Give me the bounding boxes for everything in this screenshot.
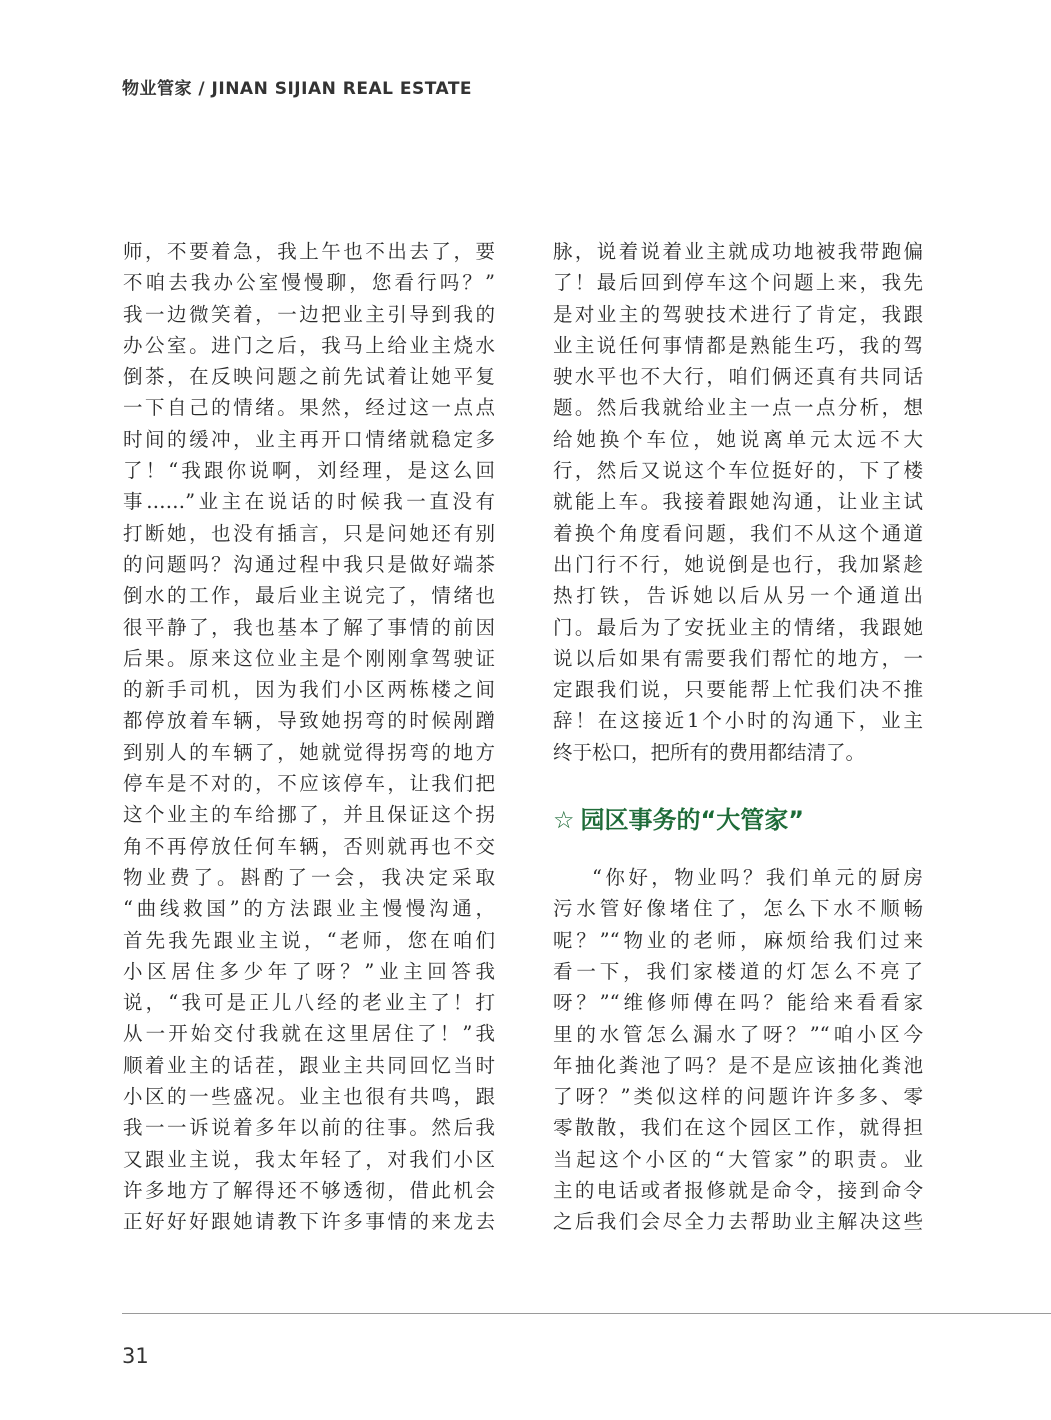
text-line: 主的电话或者报修就是命令，接到命令 — [553, 1179, 923, 1203]
text-line: 小区的一些盛况。业主也很有共鸣，跟 — [123, 1085, 495, 1109]
text-line: 业主说任何事情都是熟能生巧，我的驾 — [553, 333, 923, 357]
text-line: 我一边微笑着，一边把业主引导到我的 — [123, 302, 495, 326]
text-line: 当起这个小区的“大管家”的职责。业 — [553, 1147, 923, 1171]
left-text-column — [123, 236, 495, 1238]
text-line: 倒水的工作，最后业主说完了，情绪也 — [123, 584, 495, 608]
text-line: 定跟我们说，只要能帮上忙我们决不推 — [553, 678, 923, 702]
text-line: 辞！在这接近1个小时的沟通下，业主 — [553, 709, 923, 733]
text-line: 到别人的车辆了，她就觉得拐弯的地方 — [123, 740, 495, 764]
text-line: 呀？”“维修师傅在吗？能给来看看家 — [553, 991, 923, 1015]
section-title-text: 园区事务的“大管家” — [580, 806, 805, 835]
text-line: 小区居住多少年了呀？”业主回答我 — [123, 959, 495, 983]
text-line: 终于松口，把所有的费用都结清了。 — [553, 740, 866, 764]
text-line: 角不再停放任何车辆，否则就再也不交 — [123, 834, 495, 858]
text-line: 题。然后我就给业主一点一点分析，想 — [553, 396, 923, 420]
text-line: 了！最后回到停车这个问题上来，我先 — [553, 271, 923, 295]
text-line: 又跟业主说，我太年轻了，对我们小区 — [123, 1147, 495, 1171]
text-line: 行，然后又说这个车位挺好的，下了楼 — [553, 459, 923, 483]
text-line: 着换个角度看问题，我们不从这个通道 — [553, 521, 923, 545]
text-line: “你好，物业吗？我们单元的厨房 — [592, 866, 923, 890]
text-line: 零散散，我们在这个园区工作，就得担 — [553, 1116, 923, 1140]
running-header: 物业管家 / JINAN SIJIAN REAL ESTATE — [122, 79, 473, 99]
text-line: 首先我先跟业主说，“老师，您在咱们 — [123, 928, 495, 952]
text-line: 就能上车。我接着跟她沟通，让业主试 — [553, 490, 923, 514]
footer-rule — [122, 1313, 1051, 1314]
text-line: 的新手司机，因为我们小区两栋楼之间 — [123, 678, 495, 702]
text-line: 不咱去我办公室慢慢聊，您看行吗？” — [123, 271, 495, 295]
text-line: “曲线救国”的方法跟业主慢慢沟通， — [123, 897, 495, 921]
text-line: 许多地方了解得还不够透彻，借此机会 — [123, 1178, 495, 1202]
text-line: 了！“我跟你说啊，刘经理，是这么回 — [123, 459, 495, 483]
text-line: 看一下，我们家楼道的灯怎么不亮了 — [553, 959, 923, 983]
text-line: 停车是不对的，不应该停车，让我们把 — [123, 772, 495, 796]
text-line: 驶水平也不大行，咱们俩还真有共同话 — [553, 365, 923, 389]
text-line: 顺着业主的话茬，跟业主共同回忆当时 — [123, 1053, 495, 1077]
text-line: 我一一诉说着多年以前的往事。然后我 — [123, 1116, 495, 1140]
right-column-bottom-text — [553, 862, 923, 1238]
text-line: 打断她，也没有插言，只是问她还有别 — [123, 521, 495, 545]
section-heading — [553, 804, 923, 836]
text-line: 脉，说着说着业主就成功地被我带跑偏 — [553, 240, 923, 263]
star-icon: ☆ — [553, 806, 575, 835]
text-line: 了呀？”类似这样的问题许许多多、零 — [553, 1085, 923, 1109]
text-line: 后果。原来这位业主是个刚刚拿驾驶证 — [123, 646, 495, 670]
text-line: 事……”业主在说话的时候我一直没有 — [123, 490, 495, 514]
right-text-column — [553, 236, 923, 1238]
text-line: 都停放着车辆，导致她拐弯的时候剐蹭 — [123, 709, 495, 733]
text-line: 年抽化粪池了吗？是不是应该抽化粪池 — [553, 1053, 923, 1077]
text-line: 是对业主的驾驶技术进行了肯定，我跟 — [553, 302, 923, 326]
text-line: 热打铁，告诉她以后从另一个通道出 — [553, 584, 923, 608]
text-line: 师，不要着急，我上午也不出去了，要 — [123, 240, 495, 263]
text-line: 办公室。进门之后，我马上给业主烧水 — [123, 333, 495, 357]
text-line: 出门行不行，她说倒是也行，我加紧趁 — [553, 552, 923, 576]
text-line: 一下自己的情绪。果然，经过这一点点 — [123, 396, 495, 420]
text-line: 的问题吗？沟通过程中我只是做好端茶 — [123, 552, 495, 576]
text-line: 说，“我可是正儿八经的老业主了！打 — [123, 991, 495, 1015]
text-line: 从一开始交付我就在这里居住了！”我 — [123, 1022, 495, 1046]
text-line: 之后我们会尽全力去帮助业主解决这些 — [553, 1210, 923, 1234]
text-line: 时间的缓冲，业主再开口情绪就稳定多 — [123, 427, 495, 451]
right-column-top-text — [553, 236, 923, 768]
text-line: 呢？”“物业的老师，麻烦给我们过来 — [553, 928, 923, 952]
text-line: 给她换个车位，她说离单元太远不大 — [553, 427, 923, 451]
text-line: 门。最后为了安抚业主的情绪，我跟她 — [553, 615, 923, 639]
text-line: 正好好好跟她请教下许多事情的来龙去 — [123, 1210, 495, 1234]
text-line: 说以后如果有需要我们帮忙的地方，一 — [553, 646, 923, 670]
text-line: 物业费了。斟酌了一会，我决定采取 — [123, 865, 495, 889]
page-number: 31 — [122, 1344, 149, 1368]
text-line: 里的水管怎么漏水了呀？”“咱小区今 — [553, 1022, 923, 1046]
text-line: 这个业主的车给挪了，并且保证这个拐 — [123, 803, 495, 827]
text-line: 污水管好像堵住了，怎么下水不顺畅 — [553, 897, 923, 921]
text-line: 很平静了，我也基本了解了事情的前因 — [123, 615, 495, 639]
text-line: 倒茶，在反映问题之前先试着让她平复 — [123, 365, 495, 389]
